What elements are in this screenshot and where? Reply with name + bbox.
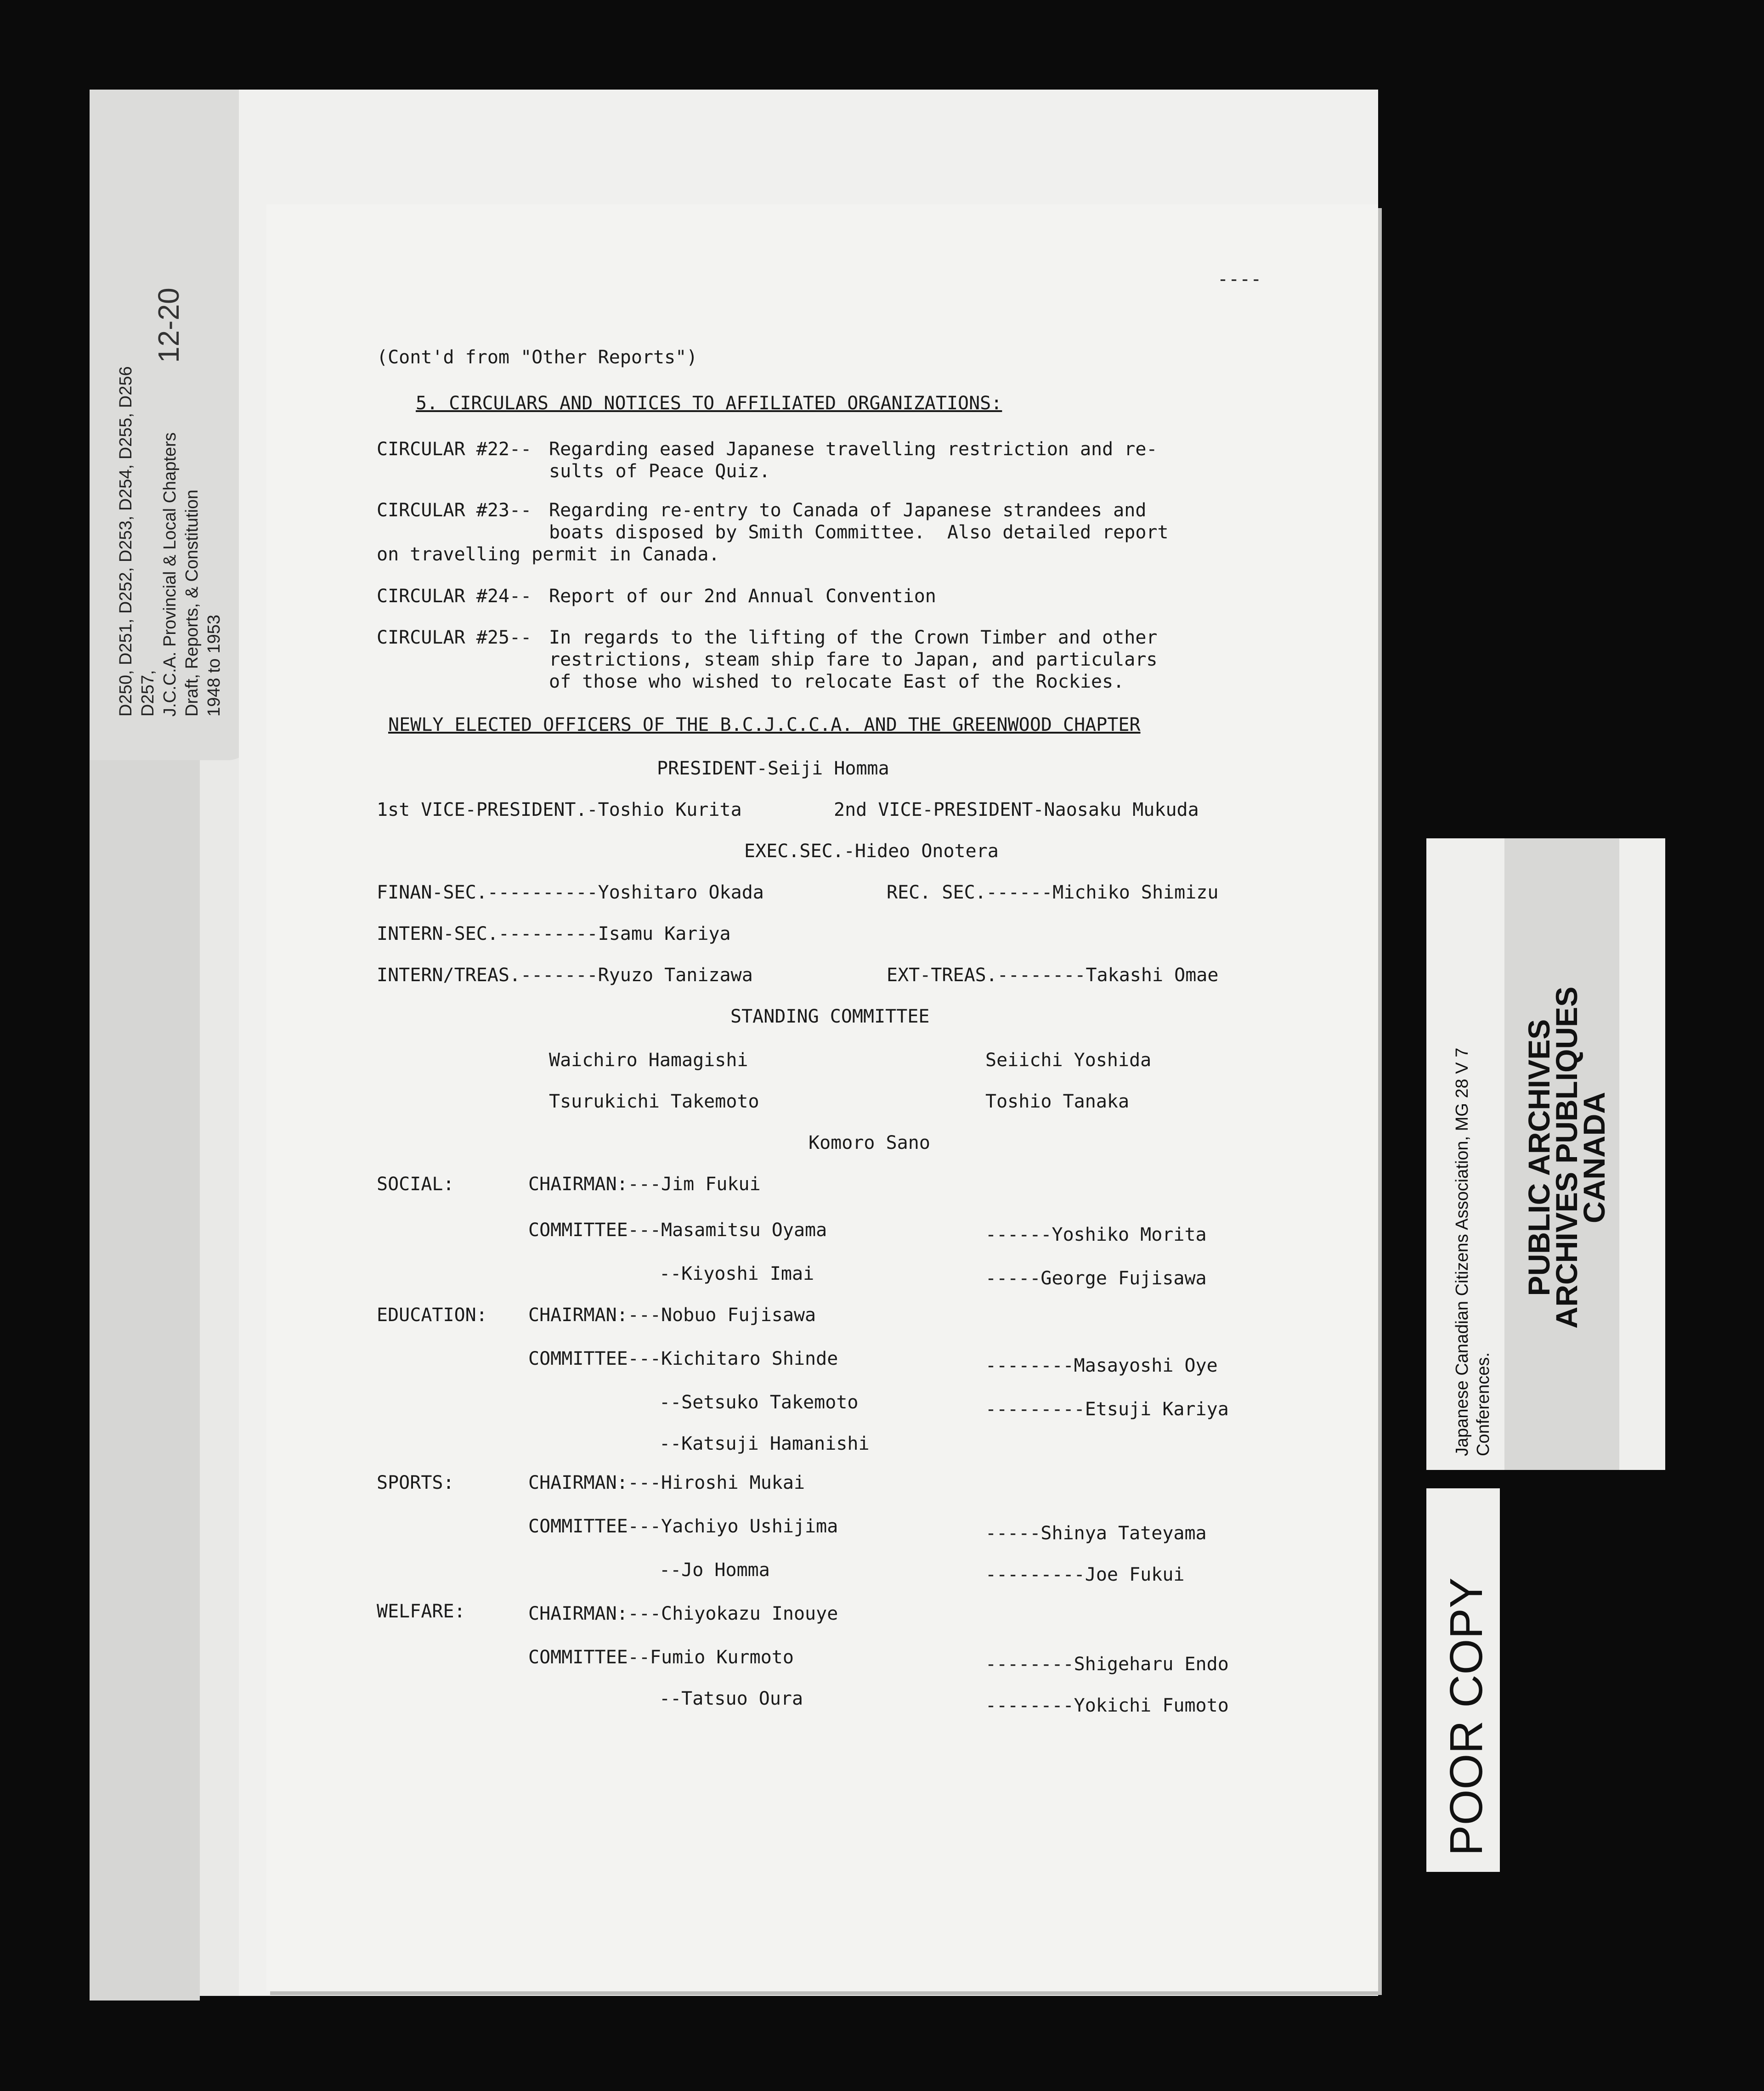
- vice-president-2: 2nd VICE-PRESIDENT-Naosaku Mukuda: [834, 799, 1199, 820]
- standing-member: Seiichi Yoshida: [985, 1050, 1152, 1071]
- committee-member: COMMITTEE---Masamitsu Oyama: [528, 1220, 827, 1241]
- circular-label: CIRCULAR #22--: [377, 439, 532, 460]
- officers-heading: NEWLY ELECTED OFFICERS OF THE B.C.J.C.C.A. AND THE GREENWOOD CHAPTER: [388, 714, 1141, 735]
- committee-chair: CHAIRMAN:---Hiroshi Mukai: [528, 1472, 805, 1493]
- committee-name: SOCIAL:: [377, 1174, 454, 1195]
- archive-collection-text: [1452, 1048, 1494, 1456]
- circular-label: CIRCULAR #24--: [377, 586, 532, 607]
- internal-secretary: INTERN-SEC.---------Isamu Kariya: [377, 923, 731, 944]
- tab-label-line: Draft, Reports, & Constitution: [182, 489, 202, 717]
- committee-chair: CHAIRMAN:---Nobuo Fujisawa: [528, 1305, 816, 1326]
- circular-label: CIRCULAR #25--: [377, 627, 532, 648]
- archive-institution: [1522, 983, 1611, 1332]
- committee-member: -----George Fujisawa: [985, 1268, 1207, 1289]
- committee-member: COMMITTEE--Fumio Kurmoto: [528, 1647, 794, 1668]
- vice-president-1: 1st VICE-PRESIDENT.-Toshio Kurita: [377, 799, 742, 820]
- committee-name: SPORTS:: [377, 1472, 454, 1493]
- committee-chair: CHAIRMAN:---Chiyokazu Inouye: [528, 1603, 838, 1624]
- standing-member: Tsurukichi Takemoto: [549, 1091, 759, 1112]
- committee-member: --Kiyoshi Imai: [659, 1263, 814, 1284]
- section-heading: 5. CIRCULARS AND NOTICES TO AFFILIATED ORGANIZATIONS:: [416, 393, 1002, 414]
- committee-member: --Jo Homma: [659, 1560, 770, 1581]
- committee-name: EDUCATION:: [377, 1305, 487, 1326]
- page-mark: ----: [1217, 269, 1262, 290]
- external-treasurer: EXT-TREAS.--------Takashi Omae: [887, 965, 1219, 986]
- continued-note: (Cont'd from "Other Reports"): [377, 347, 698, 368]
- committee-member: COMMITTEE---Kichitaro Shinde: [528, 1348, 838, 1369]
- poor-copy-stamp: POOR COPY: [1441, 1577, 1492, 1856]
- financial-secretary: FINAN-SEC.----------Yoshitaro Okada: [377, 882, 764, 903]
- committee-member: ---------Joe Fukui: [985, 1564, 1185, 1585]
- committee-member: --Setsuko Takemoto: [659, 1392, 859, 1413]
- committee-member: ------Yoshiko Morita: [985, 1224, 1207, 1245]
- folder-edge: [90, 760, 200, 2001]
- standing-committee-heading: STANDING COMMITTEE: [730, 1006, 930, 1027]
- circular-text: on travelling permit in Canada.: [377, 544, 720, 565]
- recording-secretary: REC. SEC.------Michiko Shimizu: [887, 882, 1219, 903]
- committee-member: -----Shinya Tateyama: [985, 1523, 1207, 1544]
- committee-member: --Katsuji Hamanishi: [659, 1433, 870, 1454]
- circular-text: Report of our 2nd Annual Convention: [549, 586, 936, 607]
- committee-member: --------Yokichi Fumoto: [985, 1695, 1229, 1716]
- document-page: [266, 204, 1378, 1991]
- circular-text: In regards to the lifting of the Crown Timber and other: [549, 627, 1158, 648]
- president: PRESIDENT-Seiji Homma: [657, 758, 889, 779]
- circular-text: restrictions, steam ship fare to Japan, and particulars: [549, 649, 1158, 670]
- tab-label-line: D250, D251, D252, D253, D254, D255, D256: [116, 366, 136, 717]
- executive-secretary: EXEC.SEC.-Hideo Onotera: [744, 841, 999, 862]
- tab-label-line: D257,: [138, 670, 158, 717]
- committee-member: --Tatsuo Oura: [659, 1688, 803, 1709]
- circular-text: of those who wished to relocate East of the Rockies.: [549, 671, 1125, 692]
- committee-name: WELFARE:: [377, 1601, 465, 1622]
- committee-chair: CHAIRMAN:---Jim Fukui: [528, 1174, 761, 1195]
- committee-member: --------Shigeharu Endo: [985, 1654, 1229, 1675]
- institution-line: CANADA: [1577, 1092, 1611, 1223]
- committee-member: ---------Etsuji Kariya: [985, 1399, 1229, 1420]
- circular-text: Regarding eased Japanese travelling restriction and re-: [549, 439, 1158, 460]
- tab-label-line: 1948 to 1953: [204, 615, 224, 717]
- committee-member: --------Masayoshi Oye: [985, 1355, 1218, 1376]
- circular-label: CIRCULAR #23--: [377, 500, 532, 521]
- folder-tab-label: [115, 366, 225, 717]
- standing-member: Toshio Tanaka: [985, 1091, 1130, 1112]
- standing-member: Waichiro Hamagishi: [549, 1050, 748, 1071]
- folder-tab-number: 12-20: [152, 288, 185, 363]
- institution-line: ARCHIVES PUBLIQUES: [1549, 986, 1583, 1329]
- standing-member: Komoro Sano: [808, 1132, 930, 1153]
- collection-line: Conferences.: [1474, 1352, 1493, 1456]
- committee-member: COMMITTEE---Yachiyo Ushijima: [528, 1516, 838, 1537]
- circular-text: boats disposed by Smith Committee. Also detailed report: [549, 522, 1169, 543]
- collection-line: Japanese Canadian Citizens Association, MG 28 V 7: [1453, 1047, 1472, 1456]
- circular-text: sults of Peace Quiz.: [549, 461, 770, 482]
- internal-treasurer: INTERN/TREAS.-------Ryuzo Tanizawa: [377, 965, 753, 986]
- institution-line: PUBLIC ARCHIVES: [1522, 1019, 1556, 1296]
- circular-text: Regarding re-entry to Canada of Japanese strandees and: [549, 500, 1147, 521]
- tab-label-line: J.C.C.A. Provincial & Local Chapters: [160, 432, 180, 717]
